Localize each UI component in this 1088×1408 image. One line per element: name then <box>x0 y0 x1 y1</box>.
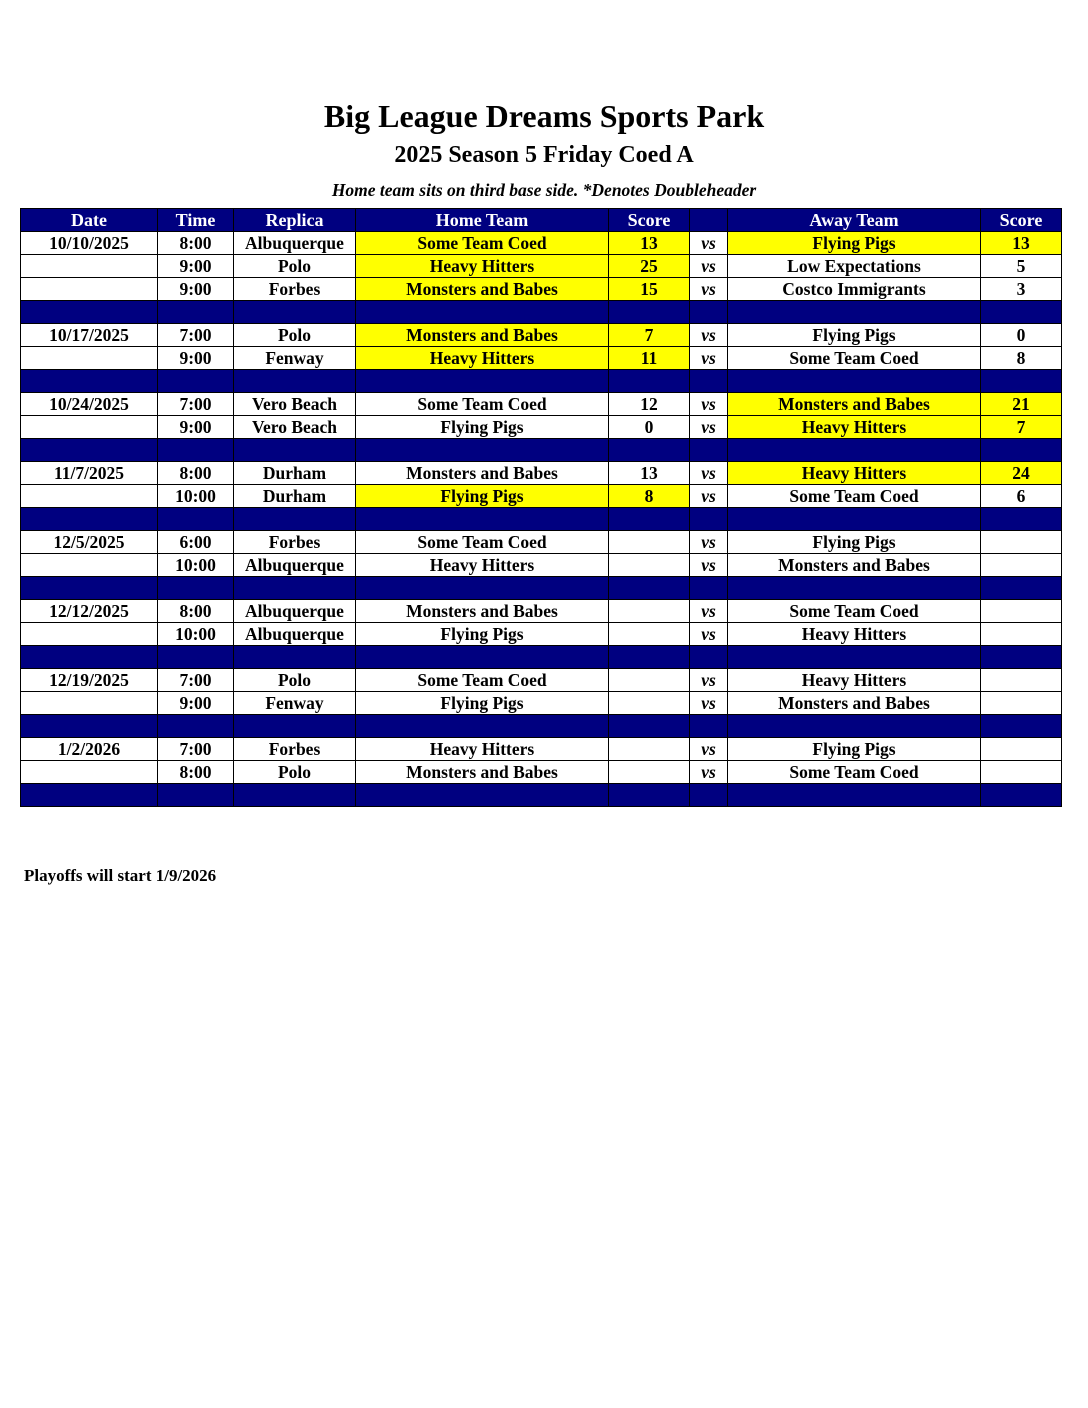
separator-row <box>21 301 1062 324</box>
table-row <box>21 485 1062 508</box>
separator-cell <box>21 508 158 531</box>
table-row <box>21 416 1062 439</box>
vs-label: vs <box>690 485 728 508</box>
separator-cell <box>234 577 356 600</box>
home-team: Heavy Hitters <box>356 738 609 761</box>
page-subtitle: 2025 Season 5 Friday Coed A <box>394 142 694 168</box>
game-time: 10:00 <box>158 623 234 646</box>
game-time: 7:00 <box>158 669 234 692</box>
separator-cell <box>609 301 690 324</box>
home-team: Some Team Coed <box>356 531 609 554</box>
home-score <box>609 531 690 554</box>
separator-cell <box>234 370 356 393</box>
separator-cell <box>728 301 981 324</box>
home-score <box>609 761 690 784</box>
away-team: Flying Pigs <box>728 324 981 347</box>
game-field: Albuquerque <box>234 623 356 646</box>
away-score <box>981 738 1062 761</box>
game-field: Fenway <box>234 692 356 715</box>
separator-cell <box>981 439 1062 462</box>
away-team: Flying Pigs <box>728 531 981 554</box>
separator-cell <box>21 715 158 738</box>
game-field: Vero Beach <box>234 393 356 416</box>
vs-label: vs <box>690 324 728 347</box>
game-field: Polo <box>234 324 356 347</box>
separator-cell <box>158 301 234 324</box>
game-date <box>21 416 158 439</box>
separator-row <box>21 646 1062 669</box>
separator-cell <box>690 370 728 393</box>
column-header-home-score: Score <box>609 209 690 232</box>
home-score: 13 <box>609 232 690 255</box>
home-score <box>609 669 690 692</box>
game-time: 9:00 <box>158 278 234 301</box>
separator-row <box>21 508 1062 531</box>
game-field: Durham <box>234 462 356 485</box>
separator-cell <box>158 784 234 807</box>
table-row <box>21 278 1062 301</box>
separator-cell <box>234 784 356 807</box>
column-header-away-score: Score <box>981 209 1062 232</box>
home-team: Some Team Coed <box>356 393 609 416</box>
separator-cell <box>981 577 1062 600</box>
separator-cell <box>21 439 158 462</box>
table-row <box>21 255 1062 278</box>
vs-label: vs <box>690 623 728 646</box>
away-score <box>981 554 1062 577</box>
home-score: 13 <box>609 462 690 485</box>
table-header-row <box>21 209 1062 232</box>
separator-cell <box>728 715 981 738</box>
home-score: 7 <box>609 324 690 347</box>
separator-cell <box>690 715 728 738</box>
home-score: 15 <box>609 278 690 301</box>
separator-cell <box>728 508 981 531</box>
table-row <box>21 692 1062 715</box>
schedule-body <box>21 232 1062 807</box>
game-field: Durham <box>234 485 356 508</box>
table-row <box>21 324 1062 347</box>
away-team: Costco Immigrants <box>728 278 981 301</box>
vs-label: vs <box>690 692 728 715</box>
table-row <box>21 531 1062 554</box>
game-field: Forbes <box>234 531 356 554</box>
home-score <box>609 554 690 577</box>
table-row <box>21 347 1062 370</box>
game-date <box>21 554 158 577</box>
home-team: Flying Pigs <box>356 416 609 439</box>
away-score <box>981 692 1062 715</box>
away-team: Heavy Hitters <box>728 416 981 439</box>
away-score: 6 <box>981 485 1062 508</box>
away-team: Heavy Hitters <box>728 669 981 692</box>
game-field: Polo <box>234 761 356 784</box>
vs-label: vs <box>690 554 728 577</box>
game-time: 7:00 <box>158 738 234 761</box>
away-score: 8 <box>981 347 1062 370</box>
game-date: 10/24/2025 <box>21 393 158 416</box>
game-time: 8:00 <box>158 761 234 784</box>
home-team: Monsters and Babes <box>356 761 609 784</box>
away-team: Monsters and Babes <box>728 554 981 577</box>
away-team: Flying Pigs <box>728 232 981 255</box>
home-team: Flying Pigs <box>356 485 609 508</box>
game-date <box>21 278 158 301</box>
separator-cell <box>609 370 690 393</box>
game-field: Albuquerque <box>234 232 356 255</box>
separator-cell <box>981 370 1062 393</box>
game-date: 12/19/2025 <box>21 669 158 692</box>
game-date: 12/5/2025 <box>21 531 158 554</box>
home-score <box>609 623 690 646</box>
game-time: 9:00 <box>158 255 234 278</box>
column-header-home-team: Home Team <box>356 209 609 232</box>
separator-cell <box>690 577 728 600</box>
away-team: Some Team Coed <box>728 600 981 623</box>
vs-label: vs <box>690 232 728 255</box>
vs-label: vs <box>690 761 728 784</box>
table-row <box>21 232 1062 255</box>
separator-cell <box>609 646 690 669</box>
home-score <box>609 738 690 761</box>
game-time: 6:00 <box>158 531 234 554</box>
separator-cell <box>609 577 690 600</box>
separator-row <box>21 577 1062 600</box>
table-row <box>21 738 1062 761</box>
separator-cell <box>356 370 609 393</box>
separator-cell <box>21 784 158 807</box>
vs-label: vs <box>690 600 728 623</box>
separator-cell <box>728 439 981 462</box>
game-field: Fenway <box>234 347 356 370</box>
separator-cell <box>690 508 728 531</box>
vs-label: vs <box>690 462 728 485</box>
game-field: Polo <box>234 669 356 692</box>
separator-row <box>21 439 1062 462</box>
separator-cell <box>234 715 356 738</box>
separator-row <box>21 784 1062 807</box>
home-score: 25 <box>609 255 690 278</box>
home-team: Some Team Coed <box>356 669 609 692</box>
away-score: 13 <box>981 232 1062 255</box>
separator-row <box>21 370 1062 393</box>
game-date: 11/7/2025 <box>21 462 158 485</box>
home-team: Monsters and Babes <box>356 278 609 301</box>
separator-row <box>21 715 1062 738</box>
game-time: 9:00 <box>158 347 234 370</box>
separator-cell <box>158 715 234 738</box>
vs-label: vs <box>690 393 728 416</box>
away-score <box>981 623 1062 646</box>
home-team: Monsters and Babes <box>356 324 609 347</box>
game-date <box>21 255 158 278</box>
separator-cell <box>158 508 234 531</box>
separator-cell <box>356 439 609 462</box>
separator-cell <box>21 646 158 669</box>
game-field: Albuquerque <box>234 600 356 623</box>
away-score: 24 <box>981 462 1062 485</box>
away-score <box>981 669 1062 692</box>
game-date: 10/10/2025 <box>21 232 158 255</box>
game-date <box>21 692 158 715</box>
away-score <box>981 600 1062 623</box>
vs-label: vs <box>690 669 728 692</box>
game-time: 7:00 <box>158 324 234 347</box>
separator-cell <box>690 646 728 669</box>
separator-cell <box>981 715 1062 738</box>
table-row <box>21 761 1062 784</box>
away-score <box>981 761 1062 784</box>
separator-cell <box>356 508 609 531</box>
separator-cell <box>609 784 690 807</box>
game-time: 10:00 <box>158 554 234 577</box>
separator-cell <box>690 301 728 324</box>
game-field: Forbes <box>234 738 356 761</box>
separator-cell <box>690 439 728 462</box>
separator-cell <box>981 508 1062 531</box>
separator-cell <box>981 301 1062 324</box>
game-time: 8:00 <box>158 462 234 485</box>
separator-cell <box>609 439 690 462</box>
separator-cell <box>609 715 690 738</box>
home-team: Heavy Hitters <box>356 347 609 370</box>
column-header-vs <box>690 209 728 232</box>
separator-cell <box>981 784 1062 807</box>
away-score <box>981 531 1062 554</box>
separator-cell <box>981 646 1062 669</box>
separator-cell <box>158 577 234 600</box>
away-team: Low Expectations <box>728 255 981 278</box>
home-score <box>609 600 690 623</box>
away-team: Some Team Coed <box>728 347 981 370</box>
separator-cell <box>356 646 609 669</box>
vs-label: vs <box>690 531 728 554</box>
separator-cell <box>21 370 158 393</box>
away-team: Some Team Coed <box>728 761 981 784</box>
home-team: Some Team Coed <box>356 232 609 255</box>
separator-cell <box>356 715 609 738</box>
separator-cell <box>609 508 690 531</box>
game-time: 9:00 <box>158 692 234 715</box>
separator-cell <box>158 646 234 669</box>
home-score: 12 <box>609 393 690 416</box>
game-field: Forbes <box>234 278 356 301</box>
game-date <box>21 623 158 646</box>
game-date: 12/12/2025 <box>21 600 158 623</box>
separator-cell <box>728 370 981 393</box>
away-team: Some Team Coed <box>728 485 981 508</box>
column-header-replica: Replica <box>234 209 356 232</box>
separator-cell <box>158 370 234 393</box>
vs-label: vs <box>690 255 728 278</box>
table-row <box>21 462 1062 485</box>
separator-cell <box>728 646 981 669</box>
separator-cell <box>356 577 609 600</box>
home-team: Flying Pigs <box>356 692 609 715</box>
table-row <box>21 600 1062 623</box>
away-score: 5 <box>981 255 1062 278</box>
home-score: 0 <box>609 416 690 439</box>
vs-label: vs <box>690 278 728 301</box>
table-row <box>21 669 1062 692</box>
table-row <box>21 623 1062 646</box>
away-score: 0 <box>981 324 1062 347</box>
away-score: 7 <box>981 416 1062 439</box>
column-header-away-team: Away Team <box>728 209 981 232</box>
vs-label: vs <box>690 416 728 439</box>
column-header-time: Time <box>158 209 234 232</box>
separator-cell <box>234 439 356 462</box>
home-team: Flying Pigs <box>356 623 609 646</box>
away-score: 3 <box>981 278 1062 301</box>
table-row <box>21 393 1062 416</box>
separator-cell <box>234 301 356 324</box>
away-team: Monsters and Babes <box>728 393 981 416</box>
home-team: Monsters and Babes <box>356 600 609 623</box>
game-field: Polo <box>234 255 356 278</box>
home-team: Heavy Hitters <box>356 554 609 577</box>
separator-cell <box>234 508 356 531</box>
playoffs-note: Playoffs will start 1/9/2026 <box>24 866 217 885</box>
separator-cell <box>234 646 356 669</box>
home-team: Monsters and Babes <box>356 462 609 485</box>
away-team: Flying Pigs <box>728 738 981 761</box>
separator-cell <box>690 784 728 807</box>
separator-cell <box>158 439 234 462</box>
home-score: 8 <box>609 485 690 508</box>
game-field: Albuquerque <box>234 554 356 577</box>
game-time: 7:00 <box>158 393 234 416</box>
schedule-note: Home team sits on third base side. *Denotes Doubleheader <box>331 180 757 200</box>
home-score: 11 <box>609 347 690 370</box>
game-time: 8:00 <box>158 600 234 623</box>
separator-cell <box>21 301 158 324</box>
vs-label: vs <box>690 738 728 761</box>
home-team: Heavy Hitters <box>356 255 609 278</box>
game-date <box>21 761 158 784</box>
away-team: Heavy Hitters <box>728 623 981 646</box>
separator-cell <box>21 577 158 600</box>
game-date <box>21 347 158 370</box>
table-row <box>21 554 1062 577</box>
game-date <box>21 485 158 508</box>
away-team: Monsters and Babes <box>728 692 981 715</box>
schedule-table <box>20 208 1062 807</box>
column-header-date: Date <box>21 209 158 232</box>
separator-cell <box>728 784 981 807</box>
game-field: Vero Beach <box>234 416 356 439</box>
game-time: 8:00 <box>158 232 234 255</box>
game-date: 1/2/2026 <box>21 738 158 761</box>
separator-cell <box>356 784 609 807</box>
separator-cell <box>728 577 981 600</box>
game-time: 10:00 <box>158 485 234 508</box>
home-score <box>609 692 690 715</box>
away-score: 21 <box>981 393 1062 416</box>
away-team: Heavy Hitters <box>728 462 981 485</box>
game-time: 9:00 <box>158 416 234 439</box>
separator-cell <box>356 301 609 324</box>
game-date: 10/17/2025 <box>21 324 158 347</box>
page-title: Big League Dreams Sports Park <box>323 98 765 134</box>
vs-label: vs <box>690 347 728 370</box>
